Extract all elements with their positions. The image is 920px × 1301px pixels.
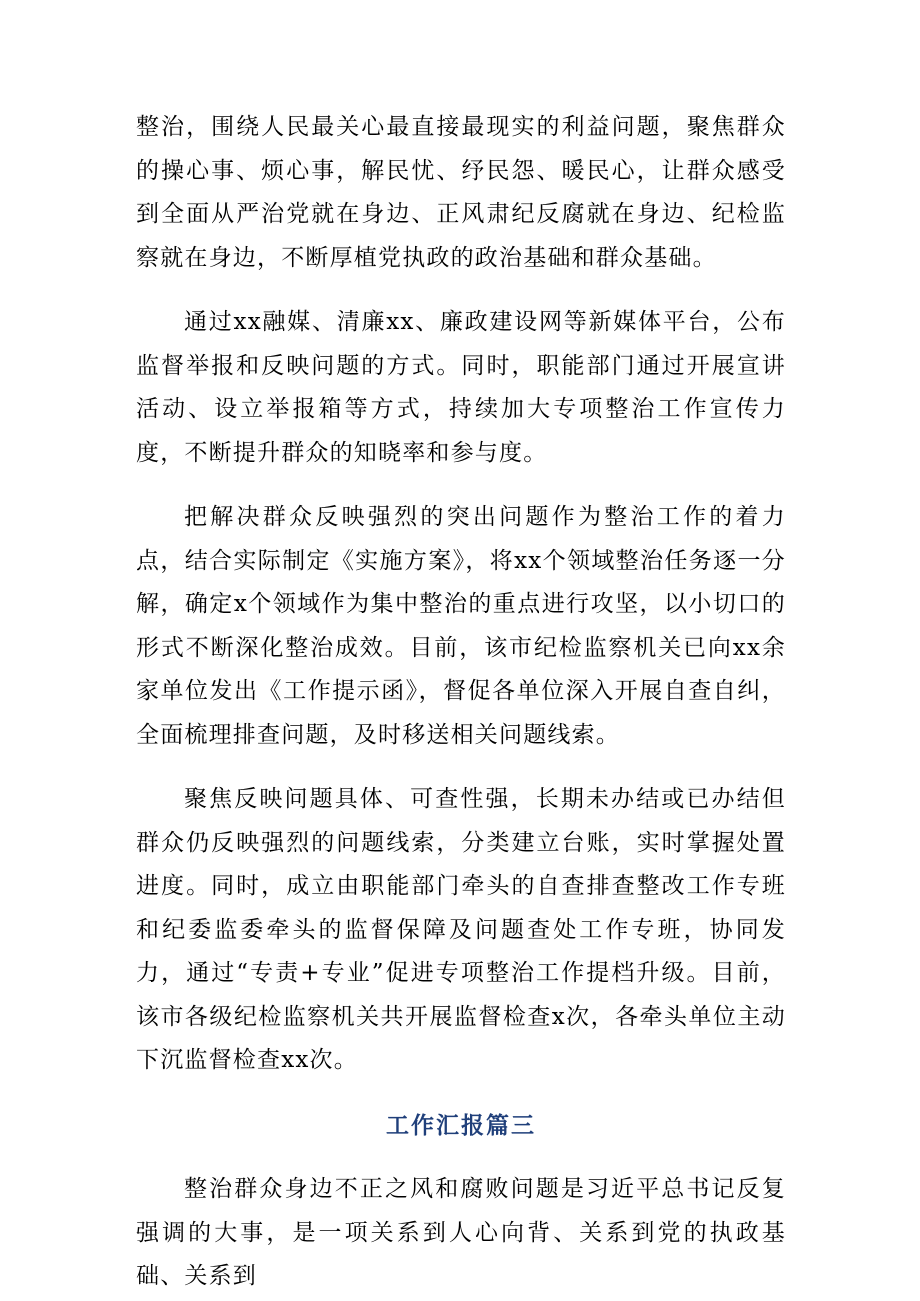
paragraph-continued: 整治，围绕人民最关心最直接最现实的利益问题，聚焦群众的操心事、烦心事，解民忧、纾民怨、暖民心，让群众感受到全面从严治党就在身边、正风肃纪反腐就在身边、纪检监察就在身边，不断厚植党执政的政治基础和群众基础。 [136, 114, 786, 271]
paragraph-media-platforms: 通过xx融媒、清廉xx、廉政建设网等新媒体平台，公布监督举报和反映问题的方式。同时，职能部门通过开展宣讲活动、设立举报箱等方式，持续加大专项整治工作宣传力度，不断提升群众的知晓率和参与度。 [136, 309, 786, 466]
section-heading: 工作汇报篇三 [386, 1111, 536, 1139]
paragraph-section-three-intro: 整治群众身边不正之风和腐败问题是习近平总书记反复强调的大事，是一项关系到人心向背、关系到党的执政基础、关系到 [136, 1176, 786, 1289]
paragraph-problem-clues: 聚焦反映问题具体、可查性强，长期未办结或已办结但群众仍反映强烈的问题线索，分类建立台账，实时掌握处置进度。同时，成立由职能部门牵头的自查排查整改工作专班和纪委监委牵头的监督保障及问题查处工作专班，协同发力，通过“专责+专业”促进专项整治工作提档升级。目前，该市各级纪检监察机关共开展监督检查x次，各牵头单位主动下沉监督检查xx次。 [136, 786, 786, 1073]
paragraph-implementation-plan: 把解决群众反映强烈的突出问题作为整治工作的着力点，结合实际制定《实施方案》，将xx个领域整治任务逐一分解，确定x个领域作为集中整治的重点进行攻坚，以小切口的形式不断深化整治成效。目前，该市纪检监察机关已向xx余家单位发出《工作提示函》，督促各单位深入开展自查自纠，全面梳理排查问题，及时移送相关问题线索。 [136, 504, 786, 748]
document-body [136, 106, 786, 1301]
